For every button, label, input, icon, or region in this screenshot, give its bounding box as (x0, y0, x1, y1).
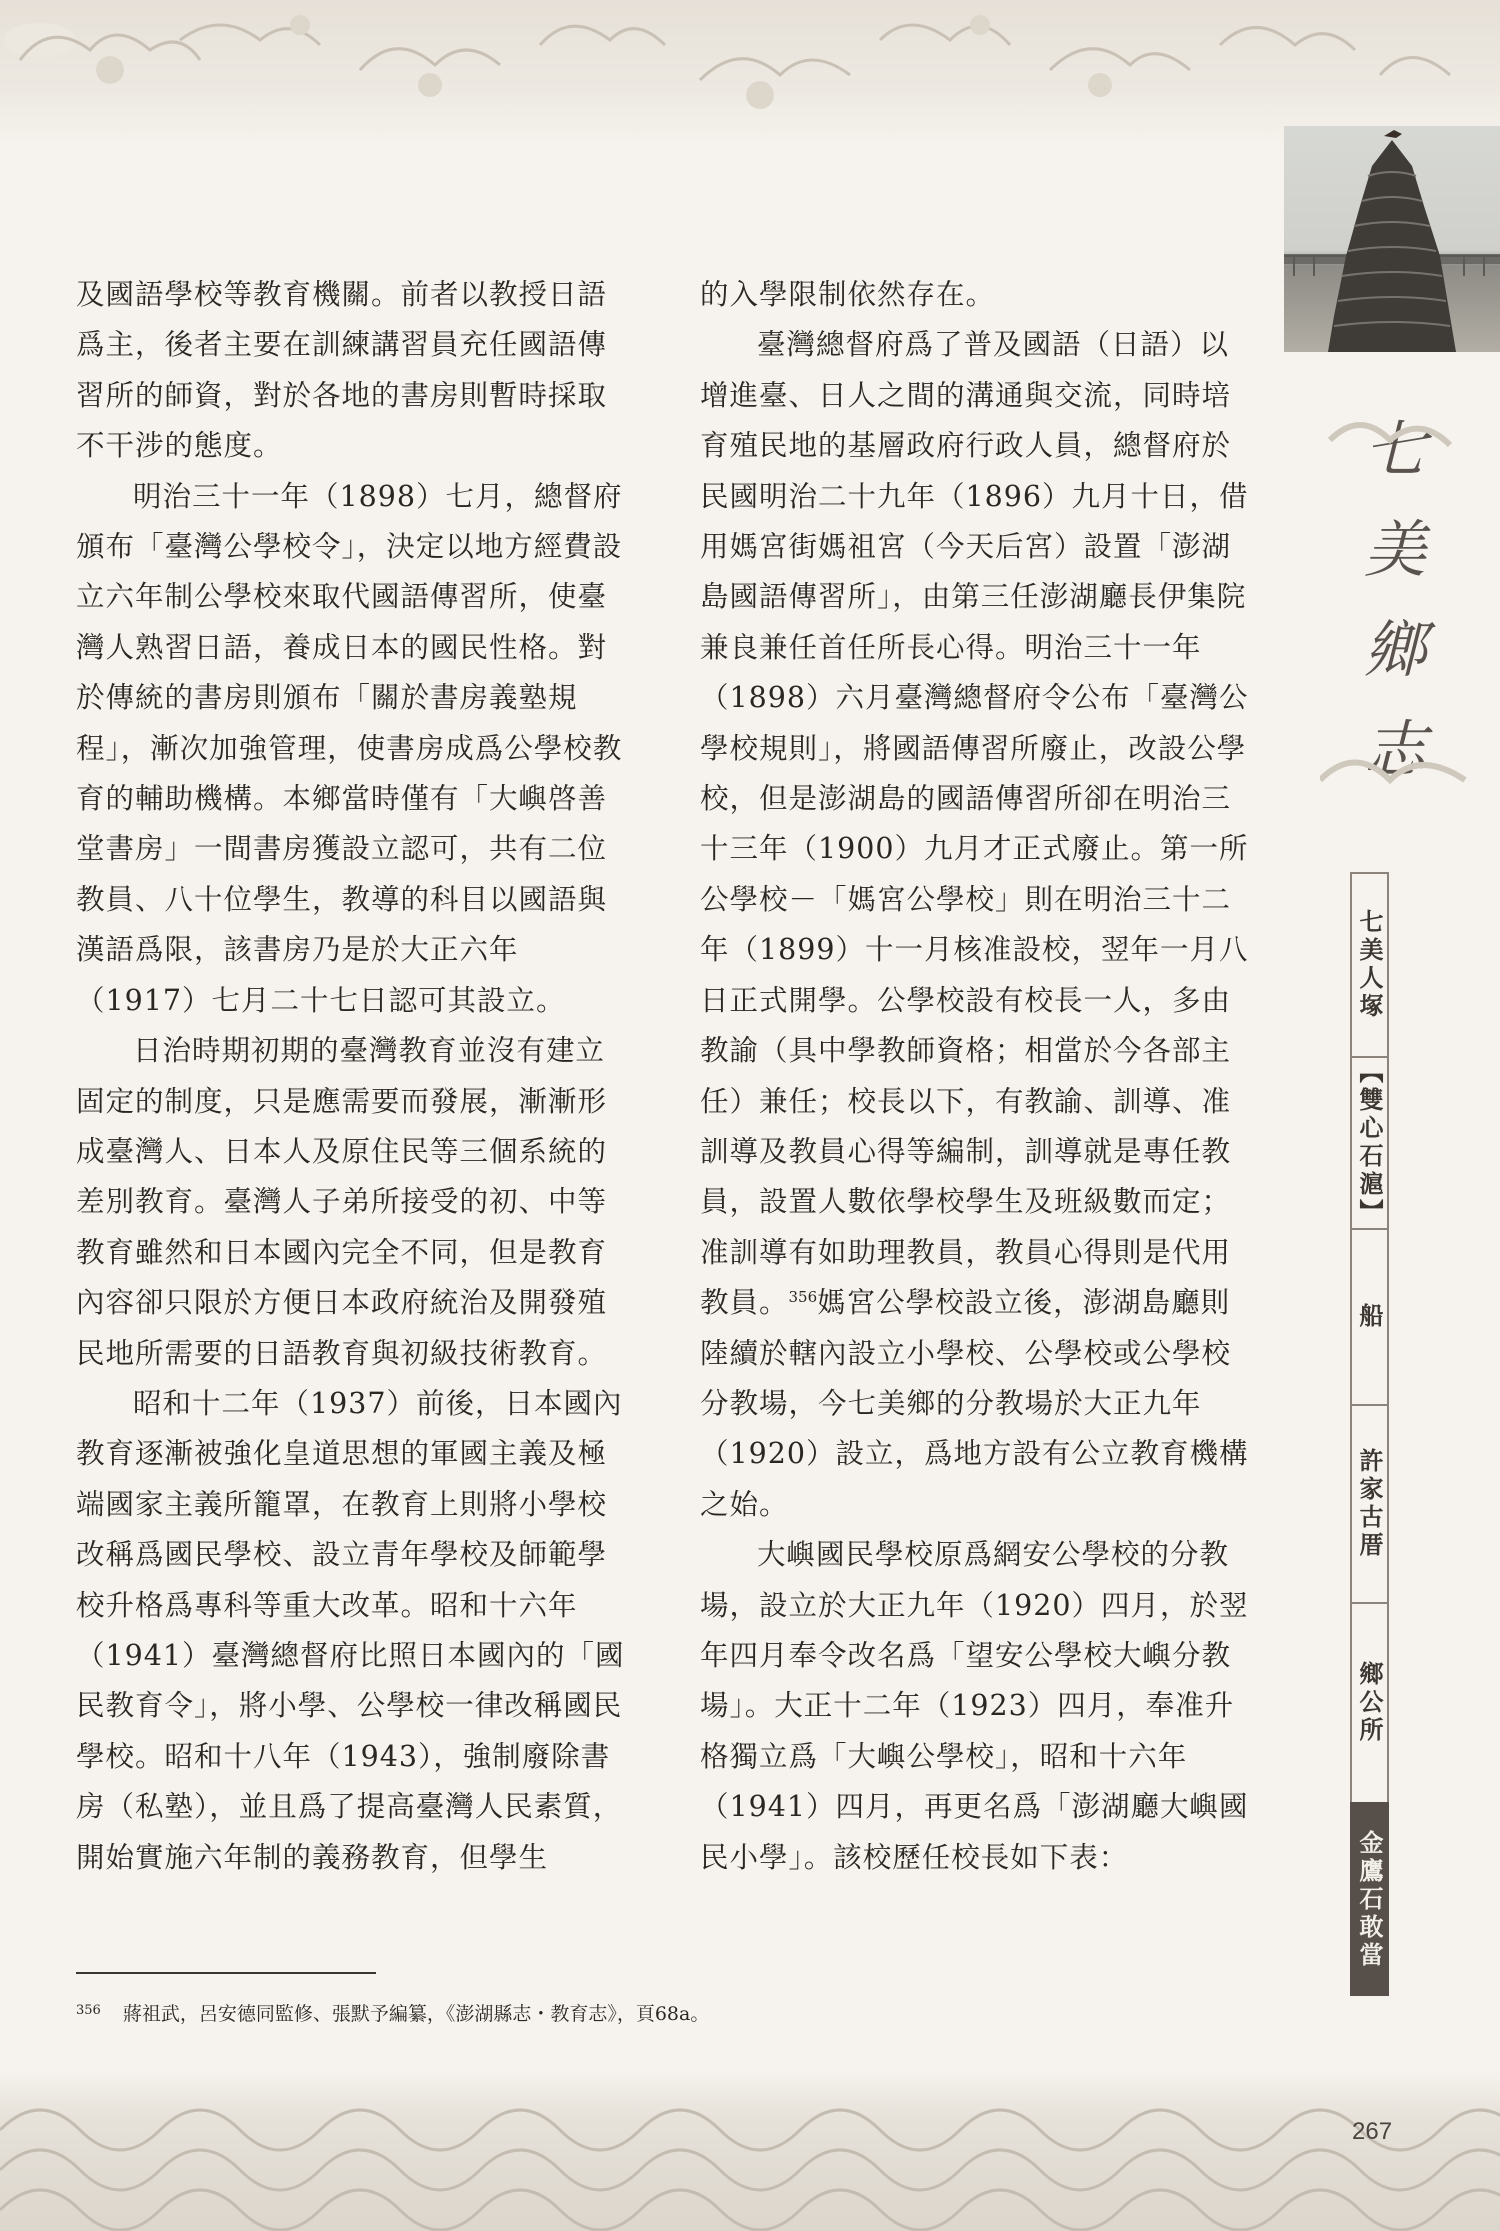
body-column-left (76, 270, 628, 1883)
footnote-number: 356 (76, 2003, 101, 2018)
title-char: 鄉 (1363, 613, 1426, 686)
paragraph-text: 媽宮公學校設立後，澎湖島廳則陸續於轄內設立小學校、公學校或公學校分教場，今七美鄉的分教場於大正九年（1920）設立，爲地方設有公立教育機構之始。 (700, 1286, 1249, 1521)
title-char: 志 (1363, 713, 1426, 786)
stone-tower-icon (1284, 126, 1500, 352)
paragraph: 大嶼國民學校原爲網安公學校的分教場，設立於大正九年（1920）四月，於翌年四月奉令改名爲「望安公學校大嶼分教場」。大正十二年（1923）四月，奉准升格獨立爲「大嶼公學校」，昭和十六年（1941）四月，再更名爲「澎湖廳大嶼國民小學」。該校歷任校長如下表： (700, 1538, 1249, 1874)
top-cloud-border (0, 0, 1500, 150)
volume-title (1320, 400, 1470, 820)
chapter-tabs (1350, 872, 1412, 1996)
title-char: 美 (1363, 513, 1426, 586)
stone-tower-photo (1284, 126, 1500, 352)
footnote-reference[interactable]: 356 (788, 1288, 818, 1307)
tab-township-office[interactable]: 鄉公所 (1350, 1602, 1389, 1802)
footnote (76, 1996, 1176, 2029)
paragraph: 明治三十一年（1898）七月，總督府頒布「臺灣公學校令」，決定以地方經費設立六年制公學校來取代國語傳習所，使臺灣人熟習日語，養成日本的國民性格。對於傳統的書房則頒布「關於書房義塾規程」，漸次加強管理，使書房成爲公學校教育的輔助機構。本鄉當時僅有「大嶼啓善堂書房」一間書房獲設立認可，共有二位教員、八十位學生，教導的科目以國語與漢語爲限，該書房乃是於大正六年（1917）七月二十七日認可其設立。 (76, 479, 623, 1017)
page-number: 267 (1352, 2118, 1393, 2145)
paragraph: 的入學限制依然存在。 (700, 278, 996, 311)
title-char: 七 (1363, 413, 1426, 486)
cloud-ornament-icon (1320, 400, 1470, 820)
tab-twin-hearts-stone-weir[interactable]: 【雙心石滬】 (1350, 1056, 1389, 1228)
tab-golden-eagle-stone[interactable]: 金鷹石敢當 (1350, 1802, 1389, 1996)
tab-hsu-family-house[interactable]: 許家古厝 (1350, 1404, 1389, 1602)
tab-boat[interactable]: 船 (1350, 1228, 1389, 1404)
paragraph-text: 臺灣總督府爲了普及國語（日語）以增進臺、日人之間的溝通與交流，同時培育殖民地的基層政府行政人員，總督府於民國明治二十九年（1896）九月十日，借用媽宮街媽祖宮（今天后宮）設置「澎湖島國語傳習所」，由第三任澎湖廳長伊集院兼良兼任首任所長心得。明治三十一年（1898）六月臺灣總督府令公布「臺灣公學校規則」，將國語傳習所廢止，改設公學校，但是澎湖島的國語傳習所卻在明治三十三年（1900）九月才正式廢止。第一所公學校－「媽宮公學校」則在明治三十二年（1899）十一月核准設校，翌年一月八日正式開學。公學校設有校長一人，多由教諭（具中學教師資格；相當於今各部主任）兼任；校長以下，有教諭、訓導、准訓導及教員心得等編制，訓導就是專任教員，設置人數依學校學生及班級數而定；准訓導有如助理教員，教員心得則是代用教員。 (700, 328, 1249, 1320)
tab-seven-beauties-tomb[interactable]: 七美人塚 (1350, 872, 1389, 1056)
wave-pattern-icon (0, 2070, 1500, 2231)
footnote-text: 蔣祖武，呂安德同監修、張默予編纂，《澎湖縣志・教育志》，頁68a。 (122, 2003, 710, 2025)
paragraph (700, 320, 1252, 1530)
cloud-pattern-icon (0, 0, 1500, 150)
paragraph: 日治時期初期的臺灣教育並沒有建立固定的制度，只是應需要而發展，漸漸形成臺灣人、日本人及原住民等三個系統的差別教育。臺灣人子弟所接受的初、中等教育雖然和日本國內完全不同，但是教育內容卻只限於方便日本政府統治及開發殖民地所需要的日語教育與初級技術教育。 (76, 1034, 608, 1370)
body-column-right (700, 270, 1252, 1883)
paragraph: 昭和十二年（1937）前後，日本國內教育逐漸被強化皇道思想的軍國主義及極端國家主義所籠罩，在教育上則將小學校改稱爲國民學校、設立青年學校及師範學校升格爲專科等重大改革。昭和十六年（1941）臺灣總督府比照日本國內的「國民教育令」，將小學、公學校一律改稱國民學校。昭和十八年（1943），強制廢除書房（私塾），並且爲了提高臺灣人民素質，開始實施六年制的義務教育，但學生 (76, 1386, 625, 1874)
bottom-wave-border (0, 2070, 1500, 2231)
footnote-divider (76, 1972, 376, 1974)
paragraph: 及國語學校等教育機關。前者以教授日語爲主，後者主要在訓練講習員充任國語傳習所的師資，對於各地的書房則暫時採取不干涉的態度。 (76, 278, 608, 463)
